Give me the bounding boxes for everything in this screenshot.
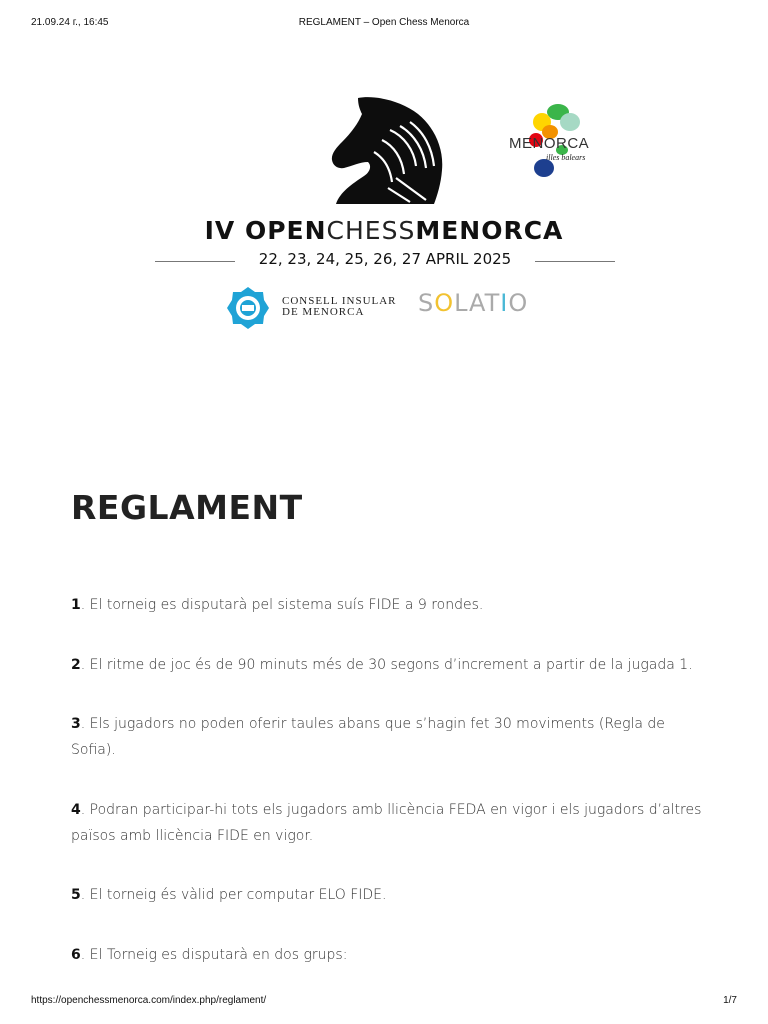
event-title bbox=[0, 216, 768, 245]
event-dates-row bbox=[155, 250, 615, 272]
knight-icon bbox=[330, 96, 448, 206]
solatio-lat: LAT bbox=[454, 289, 501, 317]
consell-line-1: CONSELL INSULAR bbox=[282, 295, 397, 307]
rule-text: . El Torneig es disputarà en dos grups: bbox=[80, 947, 348, 963]
event-banner bbox=[0, 90, 768, 340]
rule-item-4 bbox=[71, 797, 711, 849]
consell-insular-logo bbox=[226, 286, 406, 330]
rule-number: 6 bbox=[71, 947, 81, 963]
page-heading: REGLAMENT bbox=[71, 488, 303, 527]
divider-left bbox=[155, 261, 235, 262]
print-page-number: 1/7 bbox=[723, 995, 737, 1006]
solatio-logo bbox=[418, 289, 528, 317]
rule-item-6 bbox=[71, 942, 711, 968]
menorca-wordmark: MENORCA bbox=[509, 135, 590, 152]
consell-emblem-icon bbox=[226, 286, 270, 330]
print-page-title: REGLAMENT – Open Chess Menorca bbox=[298, 17, 470, 28]
rule-number: 2 bbox=[71, 657, 81, 673]
rule-text: . Els jugadors no poden oferir taules abans que s’hagin fet 30 moviments (Regla de Sofia). bbox=[71, 716, 665, 758]
rule-text: . El torneig es disputarà pel sistema suís FIDE a 9 rondes. bbox=[80, 597, 484, 613]
rule-item-3 bbox=[71, 711, 711, 763]
print-url: https://openchessmenorca.com/index.php/reglament/ bbox=[31, 995, 267, 1006]
rule-text: . El torneig és vàlid per computar ELO FIDE. bbox=[80, 887, 387, 903]
solatio-o-end: O bbox=[508, 289, 529, 317]
rule-text: . Podran participar-hi tots els jugadors amb llicència FEDA en vigor i els jugadors d’altres països amb llicència FIDE en vigor. bbox=[71, 802, 702, 844]
rule-item-5 bbox=[71, 882, 711, 908]
rule-number: 1 bbox=[71, 597, 81, 613]
solatio-i: I bbox=[500, 289, 509, 317]
rule-number: 4 bbox=[71, 802, 81, 818]
print-header bbox=[0, 17, 768, 31]
rule-number: 5 bbox=[71, 887, 81, 903]
event-title-prefix: IV bbox=[204, 216, 245, 245]
rule-item-1 bbox=[71, 592, 711, 618]
print-footer bbox=[0, 995, 768, 1009]
rule-number: 3 bbox=[71, 716, 81, 732]
divider-right bbox=[535, 261, 615, 262]
event-title-chess: CHESS bbox=[326, 216, 416, 245]
menorca-logo bbox=[506, 98, 610, 178]
event-dates: 22, 23, 24, 25, 26, 27 APRIL 2025 bbox=[258, 250, 512, 268]
rule-item-2 bbox=[71, 652, 711, 678]
rule-text: . El ritme de joc és de 90 minuts més de 30 segons d’increment a partir de la jugada 1. bbox=[80, 657, 693, 673]
illes-balears-text: illes balears bbox=[546, 153, 586, 162]
event-title-open: OPEN bbox=[244, 216, 327, 245]
solatio-s: S bbox=[418, 289, 435, 317]
consell-line-2: DE MENORCA bbox=[282, 306, 365, 318]
event-title-menorca: MENORCA bbox=[415, 216, 564, 245]
solatio-o: O bbox=[434, 289, 455, 317]
print-datetime: 21.09.24 г., 16:45 bbox=[31, 17, 109, 28]
